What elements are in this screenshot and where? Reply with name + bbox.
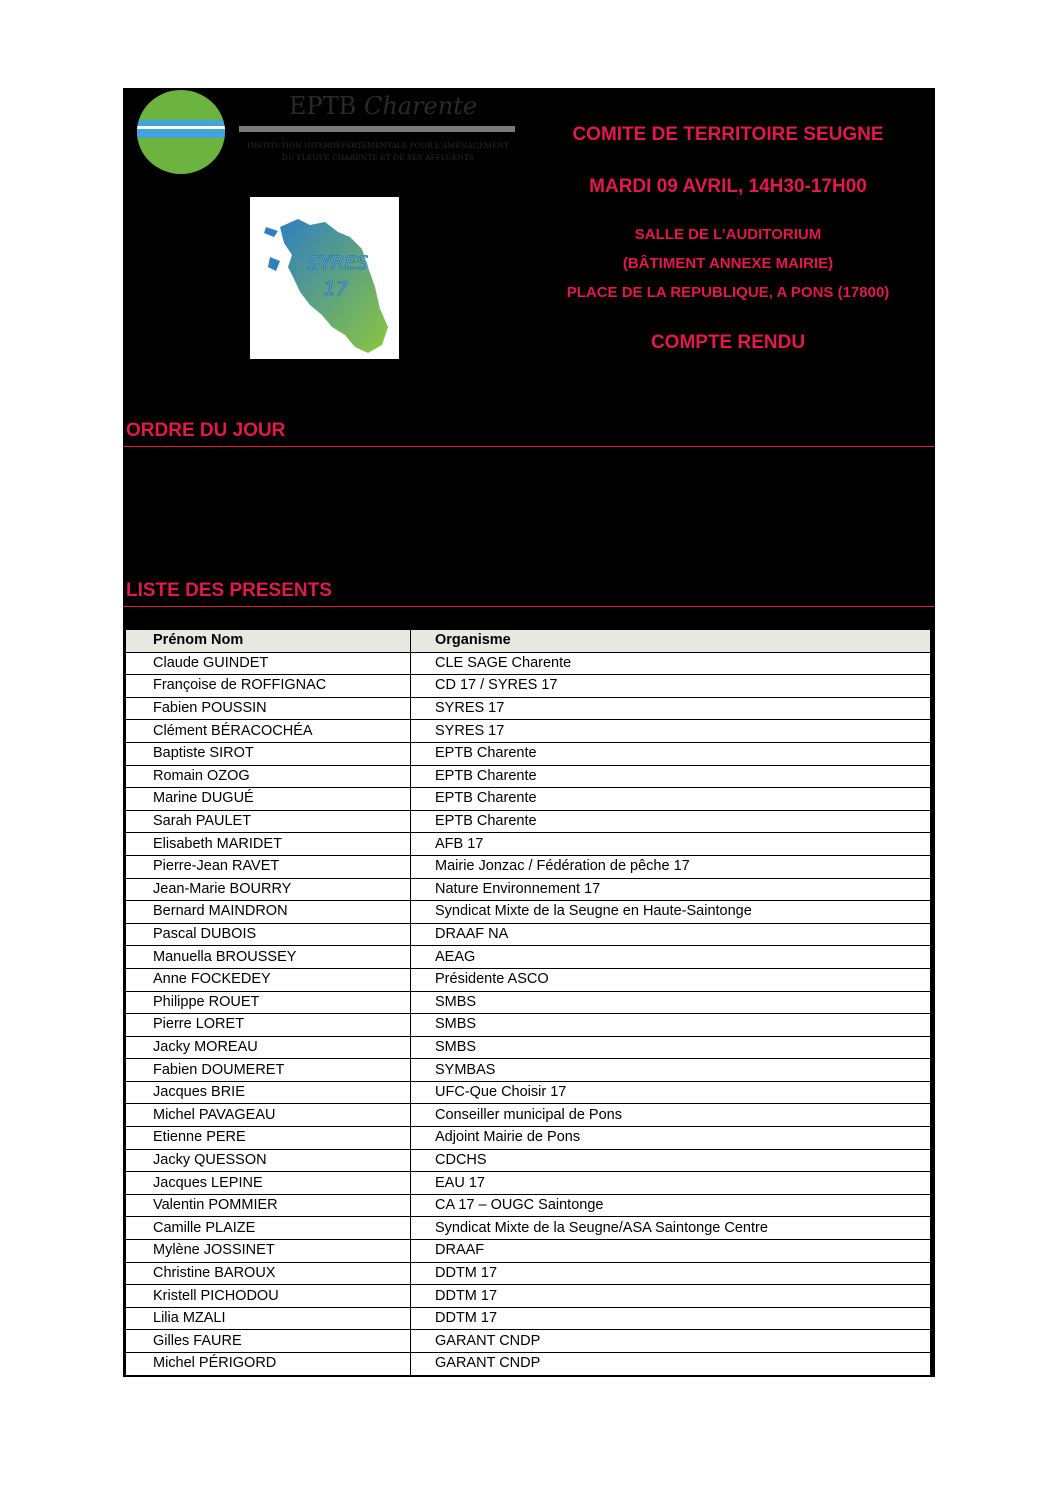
attendee-name: Pierre-Jean RAVET [126,855,411,878]
table-row [126,968,931,991]
attendee-organisation: DDTM 17 [411,1285,931,1308]
attendee-name: Françoise de ROFFIGNAC [126,675,411,698]
eptb-logo [133,88,523,178]
table-row [126,833,931,856]
attendee-organisation: SMBS [411,1036,931,1059]
attendee-organisation: EPTB Charente [411,742,931,765]
table-row [126,675,931,698]
attendee-organisation: CA 17 – OUGC Saintonge [411,1194,931,1217]
attendee-organisation: Nature Environnement 17 [411,878,931,901]
attendee-organisation: Conseiller municipal de Pons [411,1104,931,1127]
attendees-heading: LISTE DES PRESENTS [126,580,332,601]
attendee-name: Claude GUINDET [126,652,411,675]
table-row [126,1330,931,1353]
attendee-organisation: AFB 17 [411,833,931,856]
attendee-organisation: GARANT CNDP [411,1330,931,1353]
table-row [126,1262,931,1285]
syres-logo-text: SYRES [307,252,369,274]
table-row [126,923,931,946]
attendee-organisation: DDTM 17 [411,1307,931,1330]
attendee-name: Fabien POUSSIN [126,697,411,720]
table-row [126,788,931,811]
attendee-name: Gilles FAURE [126,1330,411,1353]
attendees-divider [123,606,935,607]
attendee-organisation: GARANT CNDP [411,1353,931,1376]
table-row [126,1149,931,1172]
attendee-organisation: SYRES 17 [411,720,931,743]
attendee-name: Lilia MZALI [126,1307,411,1330]
attendee-organisation: Syndicat Mixte de la Seugne/ASA Saintonge Centre [411,1217,931,1240]
table-row [126,946,931,969]
column-header-organisation: Organisme [411,630,931,653]
venue-line-3: PLACE DE LA REPUBLIQUE, A PONS (17800) [566,284,890,301]
attendee-name: Bernard MAINDRON [126,901,411,924]
attendees-table [125,629,931,1376]
attendee-organisation: EPTB Charente [411,765,931,788]
meeting-title: COMITE DE TERRITOIRE SEUGNE [572,124,884,145]
attendee-organisation: AEAG [411,946,931,969]
attendee-name: Camille PLAIZE [126,1217,411,1240]
eptb-logo-name: EPTB Charente [289,92,478,120]
attendee-name: Valentin POMMIER [126,1194,411,1217]
attendee-name: Mylène JOSSINET [126,1240,411,1263]
eptb-logo-bar [239,126,515,132]
table-row [126,1104,931,1127]
table-row [126,1217,931,1240]
attendee-organisation: CD 17 / SYRES 17 [411,675,931,698]
table-row [126,1353,931,1376]
attendee-name: Etienne PERE [126,1127,411,1150]
eptb-logo-circle-icon [137,90,225,174]
table-header-row [126,630,931,653]
attendee-name: Pascal DUBOIS [126,923,411,946]
document-type: COMPTE RENDU [650,332,806,353]
attendee-organisation: Syndicat Mixte de la Seugne en Haute-Saintonge [411,901,931,924]
table-row [126,720,931,743]
table-row [126,1307,931,1330]
attendee-organisation: EPTB Charente [411,810,931,833]
attendee-organisation: DRAAF [411,1240,931,1263]
attendee-name: Jean-Marie BOURRY [126,878,411,901]
attendee-name: Jacky QUESSON [126,1149,411,1172]
attendee-organisation: SMBS [411,991,931,1014]
attendee-name: Philippe ROUET [126,991,411,1014]
table-row [126,1014,931,1037]
attendee-name: Christine BAROUX [126,1262,411,1285]
attendee-name: Jacques BRIE [126,1081,411,1104]
attendee-organisation: SYMBAS [411,1059,931,1082]
attendee-name: Jacques LEPINE [126,1172,411,1195]
table-row [126,1172,931,1195]
syres-logo-number: 17 [323,278,349,300]
table-row [126,742,931,765]
table-row [126,1240,931,1263]
table-row [126,810,931,833]
venue-line-2: (BÂTIMENT ANNEXE MAIRIE) [622,255,834,272]
table-row [126,1036,931,1059]
attendee-organisation: SYRES 17 [411,697,931,720]
attendee-organisation: UFC-Que Choisir 17 [411,1081,931,1104]
syres-logo [250,197,399,359]
attendee-name: Michel PAVAGEAU [126,1104,411,1127]
attendee-organisation: SMBS [411,1014,931,1037]
attendee-name: Baptiste SIROT [126,742,411,765]
attendee-organisation: DDTM 17 [411,1262,931,1285]
agenda-heading: ORDRE DU JOUR [126,420,286,441]
attendee-organisation: EPTB Charente [411,788,931,811]
table-row [126,1127,931,1150]
table-row [126,697,931,720]
attendee-organisation: Mairie Jonzac / Fédération de pêche 17 [411,855,931,878]
attendee-name: Elisabeth MARIDET [126,833,411,856]
attendee-name: Pierre LORET [126,1014,411,1037]
table-row [126,652,931,675]
table-row [126,1059,931,1082]
column-header-name: Prénom Nom [126,630,411,653]
attendee-name: Romain OZOG [126,765,411,788]
attendee-organisation: EAU 17 [411,1172,931,1195]
attendee-name: Fabien DOUMERET [126,1059,411,1082]
venue-line-1: SALLE DE L’AUDITORIUM [634,226,822,243]
attendee-name: Kristell PICHODOU [126,1285,411,1308]
agenda-divider [123,446,935,447]
table-row [126,1081,931,1104]
table-row [126,1194,931,1217]
attendee-name: Jacky MOREAU [126,1036,411,1059]
attendee-name: Manuella BROUSSEY [126,946,411,969]
table-row [126,991,931,1014]
attendee-name: Sarah PAULET [126,810,411,833]
table-row [126,855,931,878]
eptb-logo-tagline: INSTITUTION INTERDÉPARTEMENTALE POUR L'AMÉNAGEMENT DU FLEUVE CHARENTE ET DE SES AFFLUENTS [247,141,509,162]
attendee-organisation: Adjoint Mairie de Pons [411,1127,931,1150]
attendee-organisation: CDCHS [411,1149,931,1172]
attendee-name: Clément BÉRACOCHÉA [126,720,411,743]
table-row [126,1285,931,1308]
attendee-organisation: DRAAF NA [411,923,931,946]
table-row [126,901,931,924]
attendee-organisation: Présidente ASCO [411,968,931,991]
table-row [126,765,931,788]
meeting-date: MARDI 09 AVRIL, 14H30-17H00 [589,176,867,197]
attendee-name: Anne FOCKEDEY [126,968,411,991]
attendee-name: Michel PÉRIGORD [126,1353,411,1376]
table-row [126,878,931,901]
attendee-name: Marine DUGUÉ [126,788,411,811]
attendee-organisation: CLE SAGE Charente [411,652,931,675]
